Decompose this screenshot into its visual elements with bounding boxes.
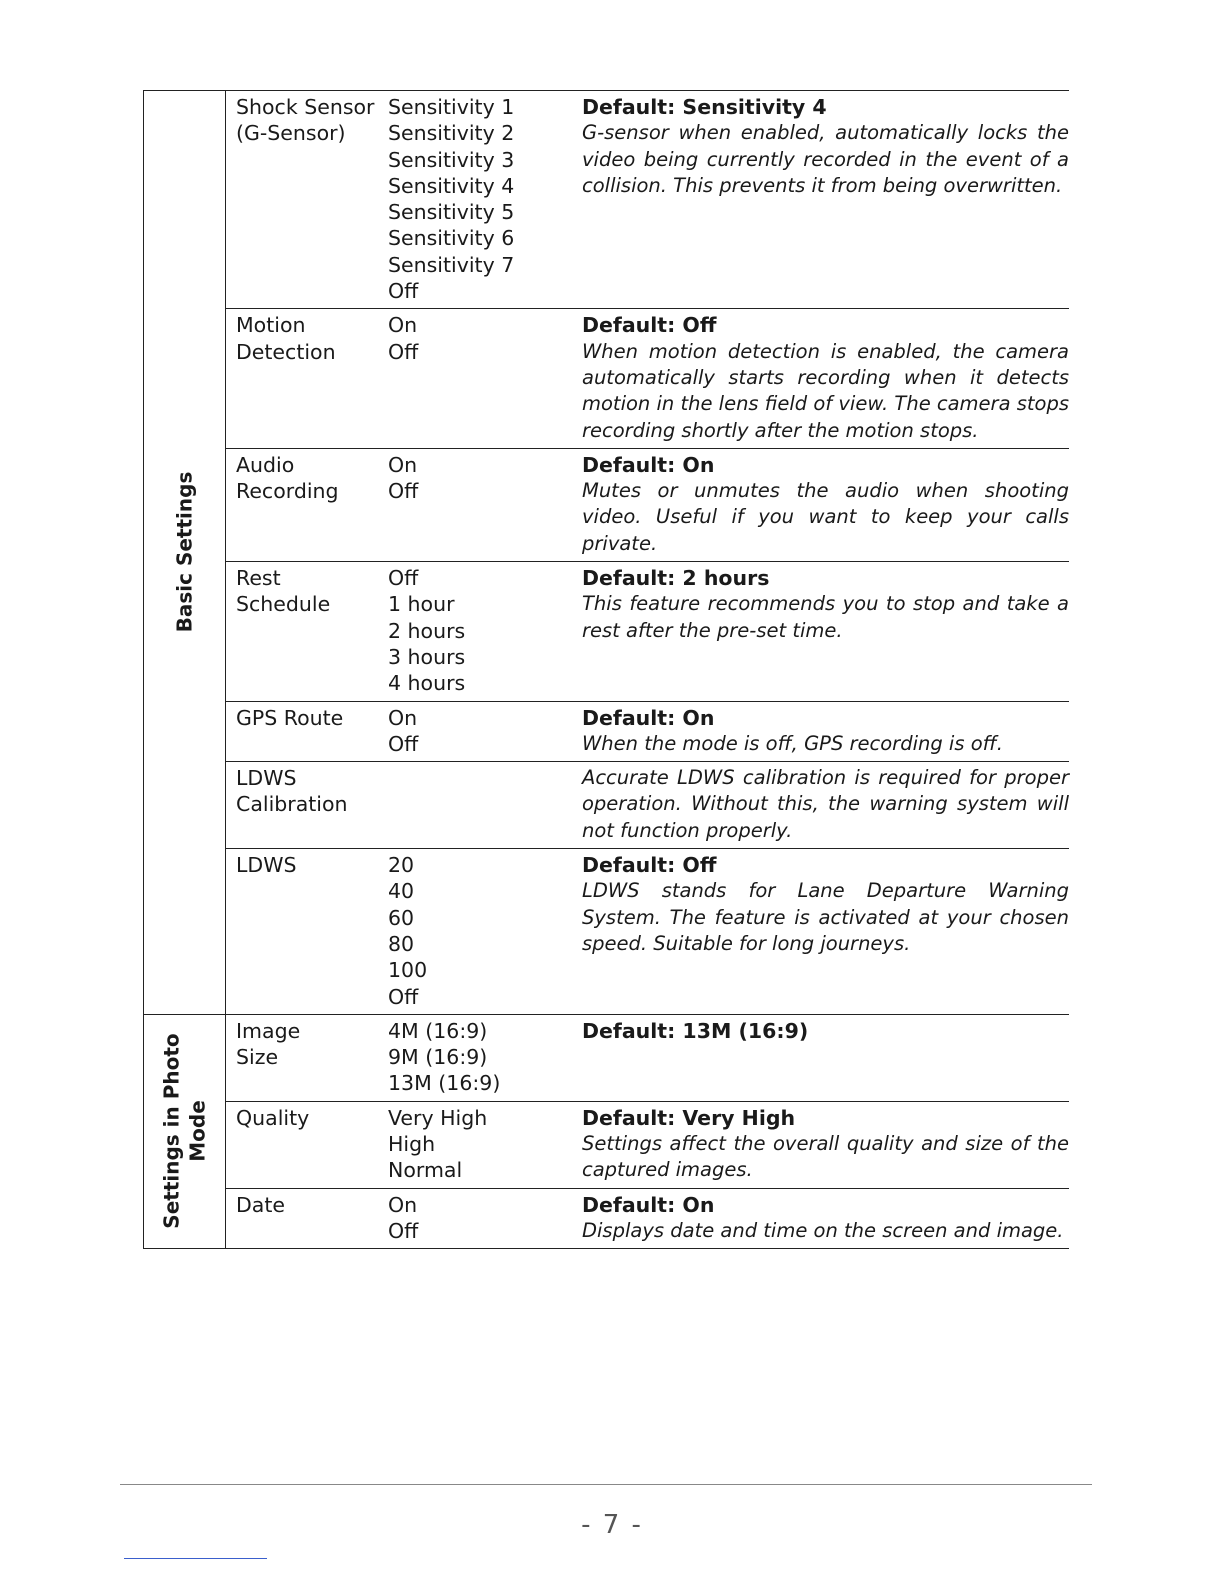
setting-options xyxy=(388,1192,582,1245)
option-value: Very High xyxy=(388,1105,488,1130)
setting-description xyxy=(582,94,1069,304)
option-value: Off xyxy=(388,984,419,1009)
default-value: Default: On xyxy=(582,1192,715,1217)
setting-name-line: LDWS xyxy=(236,766,297,791)
option-value: Off xyxy=(388,731,419,756)
option-value: 100 xyxy=(388,958,428,983)
option-value: Sensitivity 1 xyxy=(388,95,515,119)
option-value: On xyxy=(388,452,418,477)
table-row xyxy=(226,761,1069,848)
setting-name xyxy=(226,565,388,696)
setting-options xyxy=(388,452,582,557)
default-value: Default: Very High xyxy=(582,1105,796,1130)
option-value: 4M (16:9) xyxy=(388,1018,488,1043)
setting-name-line: GPS Route xyxy=(236,705,344,730)
settings-group xyxy=(143,90,1069,1014)
description-text: When the mode is off, GPS recording is off. xyxy=(582,731,1003,755)
setting-options xyxy=(388,94,582,304)
group-label xyxy=(144,91,226,1014)
group-label-line: Mode xyxy=(185,1100,210,1163)
setting-description xyxy=(582,852,1069,1010)
default-value: Default: Off xyxy=(582,853,717,878)
setting-name-line: Detection xyxy=(236,339,336,364)
default-value: Default: On xyxy=(582,705,715,730)
settings-table xyxy=(143,90,1069,1249)
setting-description xyxy=(582,565,1069,696)
option-value: 2 hours xyxy=(388,618,466,643)
setting-name-line: Calibration xyxy=(236,792,348,817)
setting-name-line: Audio xyxy=(236,452,295,477)
table-row xyxy=(226,308,1069,447)
setting-name-line: Schedule xyxy=(236,592,331,617)
description-text: Settings affect the overall quality and size of the captured images. xyxy=(582,1131,1069,1182)
option-value: 60 xyxy=(388,905,415,930)
option-value: Sensitivity 2 xyxy=(388,121,515,146)
setting-options xyxy=(388,312,582,443)
setting-description xyxy=(582,1018,1069,1097)
option-value: Normal xyxy=(388,1158,463,1183)
table-row xyxy=(226,1101,1069,1188)
option-value: 13M (16:9) xyxy=(388,1071,501,1096)
option-value: Off xyxy=(388,1218,419,1243)
description-text: This feature recommends you to stop and take a rest after the pre-set time. xyxy=(582,592,1069,642)
option-value: 4 hours xyxy=(388,671,466,696)
option-value: Off xyxy=(388,566,419,591)
setting-name xyxy=(226,852,388,1010)
setting-name-line: Quality xyxy=(236,1105,310,1130)
link-underline xyxy=(124,1558,267,1559)
table-row xyxy=(226,1188,1069,1249)
setting-name xyxy=(226,312,388,443)
description-text: Displays date and time on the screen and image. xyxy=(582,1218,1064,1242)
setting-name-line: LDWS xyxy=(236,853,297,878)
option-value: Sensitivity 7 xyxy=(388,252,515,277)
option-value: 40 xyxy=(388,879,415,904)
option-value: Off xyxy=(388,479,419,504)
setting-name-line: Motion xyxy=(236,313,306,338)
setting-name-line: Recording xyxy=(236,479,339,504)
default-value: Default: Off xyxy=(582,313,717,338)
option-value: 9M (16:9) xyxy=(388,1045,488,1070)
setting-description xyxy=(582,1192,1069,1245)
description-text: Accurate LDWS calibration is required for proper operation. Without this, the warning system will not function properly. xyxy=(582,766,1069,842)
table-row xyxy=(226,561,1069,700)
description-text: LDWS stands for Lane Departure Warning System. The feature is activated at your chosen speed. Suitable for long journeys. xyxy=(582,879,1069,955)
default-value: Default: On xyxy=(582,452,715,477)
setting-name xyxy=(226,1105,388,1184)
option-value: Sensitivity 3 xyxy=(388,147,515,172)
setting-options xyxy=(388,705,582,758)
option-value: Off xyxy=(388,279,419,304)
option-value: 1 hour xyxy=(388,592,455,617)
table-row xyxy=(226,1015,1069,1101)
group-label xyxy=(144,1015,226,1248)
setting-description xyxy=(582,765,1069,844)
table-row xyxy=(226,91,1069,308)
setting-description xyxy=(582,312,1069,443)
table-row xyxy=(226,701,1069,762)
setting-name-line: Date xyxy=(236,1192,285,1217)
setting-options xyxy=(388,1018,582,1097)
setting-options xyxy=(388,565,582,696)
group-label-line: Basic Settings xyxy=(172,472,197,633)
description-text: Mutes or unmutes the audio when shooting video. Useful if you want to keep your calls private. xyxy=(582,479,1069,555)
footer-divider xyxy=(120,1484,1092,1485)
option-value: Sensitivity 5 xyxy=(388,200,515,225)
setting-name xyxy=(226,94,388,304)
setting-name-line: Image xyxy=(236,1018,301,1043)
page-number: - 7 - xyxy=(581,1510,643,1540)
table-row xyxy=(226,848,1069,1014)
setting-name-line: Rest xyxy=(236,566,281,591)
setting-options xyxy=(388,1105,582,1184)
option-value: On xyxy=(388,313,418,338)
description-text: When motion detection is enabled, the camera automatically starts recording when it detects motion in the lens field of view. The camera stops recording shortly after the motion stops. xyxy=(582,339,1069,442)
setting-name xyxy=(226,452,388,557)
setting-description xyxy=(582,1105,1069,1184)
option-value: On xyxy=(388,705,418,730)
setting-name xyxy=(226,1192,388,1245)
setting-description xyxy=(582,705,1069,758)
table-row xyxy=(226,448,1069,561)
setting-name xyxy=(226,705,388,758)
option-value: Sensitivity 6 xyxy=(388,226,515,251)
setting-name-line: Size xyxy=(236,1045,279,1070)
setting-description xyxy=(582,452,1069,557)
setting-options xyxy=(388,765,582,844)
setting-name xyxy=(226,765,388,844)
option-value: 3 hours xyxy=(388,644,466,669)
setting-name-line: Shock Sensor xyxy=(236,95,375,119)
option-value: 20 xyxy=(388,853,415,878)
option-value: Off xyxy=(388,339,419,364)
setting-options xyxy=(388,852,582,1010)
option-value: High xyxy=(388,1131,436,1156)
option-value: Sensitivity 4 xyxy=(388,173,515,198)
default-value: Default: Sensitivity 4 xyxy=(582,95,827,119)
default-value: Default: 2 hours xyxy=(582,566,770,591)
default-value: Default: 13M (16:9) xyxy=(582,1018,809,1043)
settings-group xyxy=(143,1014,1069,1249)
option-value: On xyxy=(388,1192,418,1217)
setting-name xyxy=(226,1018,388,1097)
setting-name-line: (G-Sensor) xyxy=(236,121,346,146)
description-text: G-sensor when enabled, automatically locks the video being currently recorded in the event of a collision. This prevents it from being overwritten. xyxy=(582,121,1069,197)
option-value: 80 xyxy=(388,931,415,956)
group-label-line: Settings in Photo xyxy=(159,1033,184,1230)
